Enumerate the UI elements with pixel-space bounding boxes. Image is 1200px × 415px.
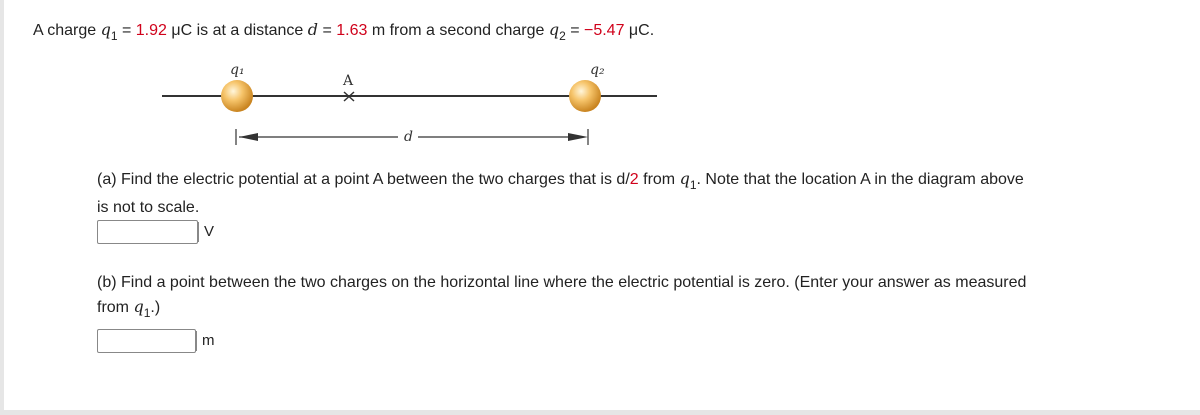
q2-unit-text: μC. — [624, 22, 655, 39]
q1-symbol: q — [133, 297, 144, 316]
d-symbol: d — [307, 20, 319, 39]
part-b-question-line2 — [97, 297, 160, 318]
part-a-text: (a) Find the electric potential at a point A between the two charges that is d/ — [97, 171, 630, 188]
equals-sign: = — [318, 22, 337, 39]
charge-q1 — [221, 80, 253, 112]
q1-label: q₁ — [230, 62, 245, 78]
q1-subscript: 1 — [143, 306, 151, 320]
q1-value: 1.92 — [135, 22, 167, 39]
part-b-answer-input[interactable] — [97, 329, 196, 353]
q1-symbol: q — [679, 169, 690, 188]
part-a-text-mid: from — [638, 171, 680, 188]
part-b-unit: m — [196, 331, 215, 351]
charges-diagram — [0, 0, 1200, 160]
d-unit-text: m from a second charge — [367, 22, 549, 39]
d-value: 1.63 — [336, 22, 368, 39]
q2-subscript: 2 — [559, 29, 566, 43]
part-b-question: (b) Find a point between the two charges on the horizontal line where the electric potential is zero. (Enter your answer as measured — [97, 274, 1027, 291]
equals-sign: = — [117, 22, 136, 39]
q1-symbol: q — [100, 20, 111, 39]
q2-symbol: q — [548, 20, 560, 39]
part-b-text-end: .) — [150, 299, 161, 316]
part-a-question-line2: is not to scale. — [97, 199, 200, 216]
part-a-answer-input[interactable] — [97, 220, 198, 244]
part-b-text: from — [97, 299, 134, 316]
bottom-border — [0, 410, 1200, 415]
part-a-unit: V — [198, 222, 214, 242]
distance-label: d — [404, 129, 413, 145]
q2-value: −5.47 — [583, 22, 625, 39]
q2-label: q₂ — [590, 62, 605, 78]
part-a-question — [97, 169, 1024, 190]
q1-subscript: 1 — [110, 29, 118, 43]
q1-unit-text: μC is at a distance — [166, 22, 308, 39]
q1-subscript: 1 — [689, 178, 697, 192]
equals-sign: = — [565, 22, 584, 39]
charge-q2 — [569, 80, 601, 112]
intro-text: A charge — [33, 22, 101, 39]
point-a-label: A — [343, 73, 354, 89]
part-a-text-end: . Note that the location A in the diagram above — [696, 171, 1024, 188]
part-a-fraction-number: 2 — [629, 171, 639, 188]
